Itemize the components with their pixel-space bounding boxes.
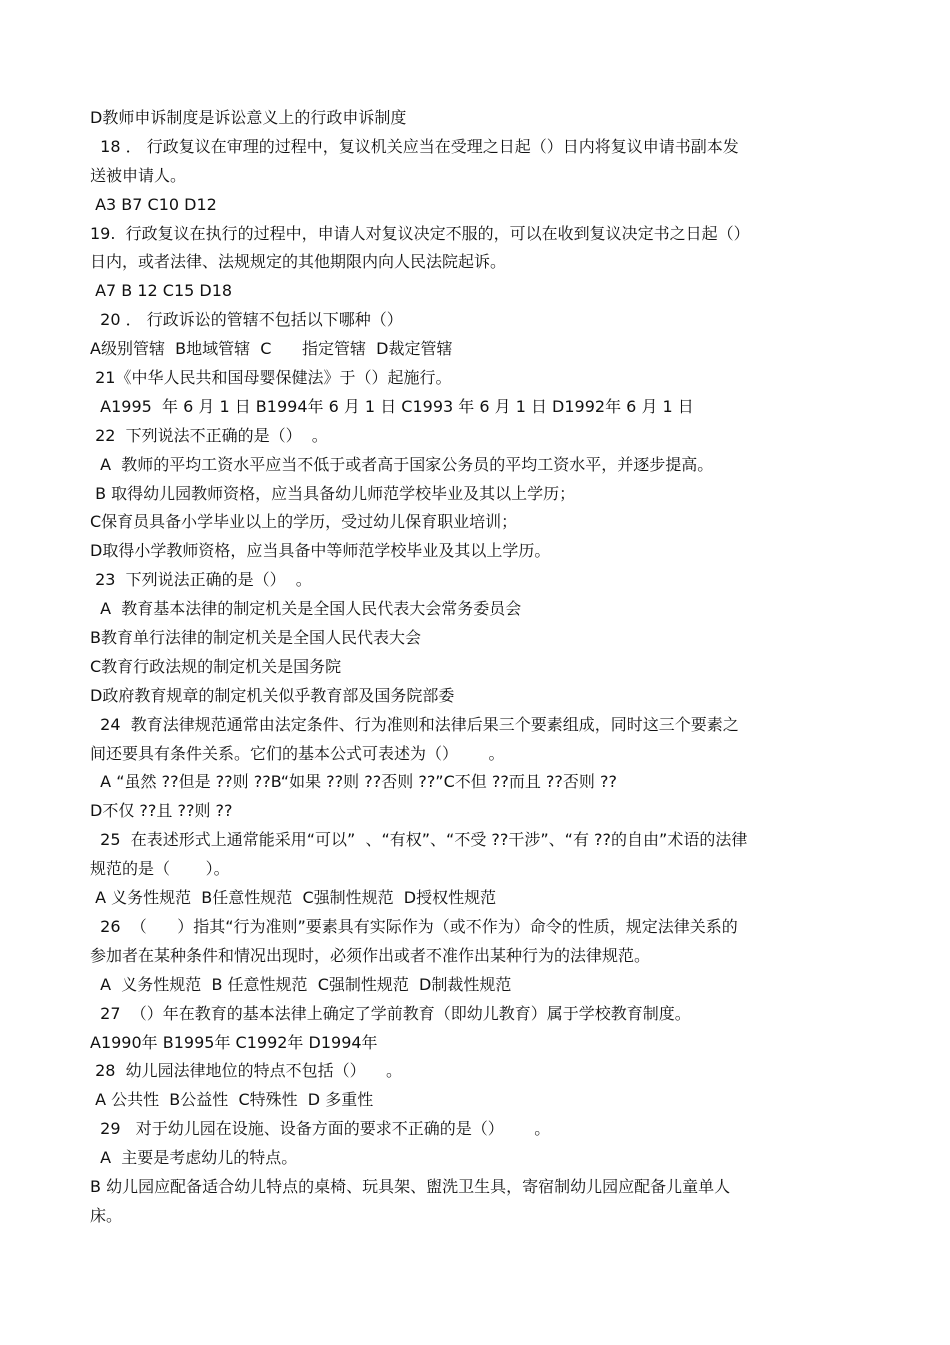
text-line: 参加者在某种条件和情况出现时，必须作出或者不准作出某种行为的法律规范。 (90, 945, 651, 965)
text-line: A 公共性 B公益性 C特殊性 D 多重性 (90, 1090, 374, 1110)
text-line: 规范的是（ ）。 (90, 859, 230, 879)
text-line: 25 在表述形式上通常能采用“可以” 、“有权”、“不受 ??干涉”、“有 ??的自由”术语的法律 (90, 830, 748, 850)
text-line: 23 下列说法正确的是（） 。 (90, 570, 312, 590)
text-line: 间还要具有条件关系。它们的基本公式可表述为（） 。 (90, 743, 505, 763)
text-line: A 教育基本法律的制定机关是全国人民代表大会常务委员会 (90, 599, 522, 619)
text-line: 21《中华人民共和国母婴保健法》于（）起施行。 (90, 368, 452, 388)
text-line: D不仅 ??且 ??则 ?? (90, 801, 233, 821)
text-line: 29 对于幼儿园在设施、设备方面的要求不正确的是（） 。 (90, 1119, 551, 1139)
text-line: 19. 行政复议在执行的过程中，申请人对复议决定不服的，可以在收到复议决定书之日起（） (90, 223, 750, 243)
text-line: A 义务性规范 B 任意性规范 C强制性规范 D制裁性规范 (90, 974, 512, 994)
text-line: 送被申请人。 (90, 165, 187, 185)
text-line: 20 ． 行政诉讼的管辖不包括以下哪种（） (90, 310, 403, 330)
text-line: D政府教育规章的制定机关似乎教育部及国务院部委 (90, 685, 455, 705)
text-line: A1990年 B1995年 C1992年 D1994年 (90, 1032, 378, 1052)
text-line: A “虽然 ??但是 ??则 ??B“如果 ??则 ??否则 ??”C不但 ??而且 ??否则 ?? (90, 772, 617, 792)
text-line: D教师申诉制度是诉讼意义上的行政申诉制度 (90, 108, 407, 127)
text-line: 28 幼儿园法律地位的特点不包括（） 。 (90, 1061, 402, 1081)
text-line: A 义务性规范 B任意性规范 C强制性规范 D授权性规范 (90, 888, 497, 908)
text-line: 床。 (90, 1205, 123, 1225)
text-line: C教育行政法规的制定机关是国务院 (90, 656, 342, 676)
text-line: 24 教育法律规范通常由法定条件、行为准则和法律后果三个要素组成，同时这三个要素之 (90, 714, 739, 734)
text-line: B教育单行法律的制定机关是全国人民代表大会 (90, 628, 421, 648)
text-line: B 取得幼儿园教师资格，应当具备幼儿师范学校毕业及其以上学历； (90, 483, 576, 503)
text-line: A1995 年 6 月 1 日 B1994年 6 月 1 日 C1993 年 6 月 1 日 D1992年 6 月 1 日 (90, 396, 694, 416)
text-line: A3 B7 C10 D12 (90, 194, 217, 214)
text-line: 22 下列说法不正确的是（） 。 (90, 425, 328, 445)
text-line: 日内，或者法律、法规规定的其他期限内向人民法院起诉。 (90, 252, 507, 272)
text-line: D取得小学教师资格，应当具备中等师范学校毕业及其以上学历。 (90, 541, 551, 561)
text-line: 27 （）年在教育的基本法律上确定了学前教育（即幼儿教育）属于学校教育制度。 (90, 1003, 691, 1023)
text-line: A级别管辖 B地域管辖 C 指定管辖 D裁定管辖 (90, 339, 453, 359)
text-line: B 幼儿园应配备适合幼儿特点的桌椅、玩具架、盥洗卫生具，寄宿制幼儿园应配备儿童单人 (90, 1176, 731, 1196)
document-body (90, 104, 870, 1231)
text-line: 26 （ ）指其“行为准则”要素具有实际作为（或不作为）命令的性质，规定法律关系的 (90, 916, 738, 936)
text-line: 18 ． 行政复议在审理的过程中，复议机关应当在受理之日起（）日内将复议申请书副本发 (90, 136, 739, 156)
text-line: A 主要是考虑幼儿的特点。 (90, 1148, 298, 1168)
text-line: A 教师的平均工资水平应当不低于或者高于国家公务员的平均工资水平，并逐步提高。 (90, 454, 714, 474)
text-line: C保育员具备小学毕业以上的学历，受过幼儿保育职业培训； (90, 512, 518, 532)
text-line: A7 B 12 C15 D18 (90, 281, 233, 301)
